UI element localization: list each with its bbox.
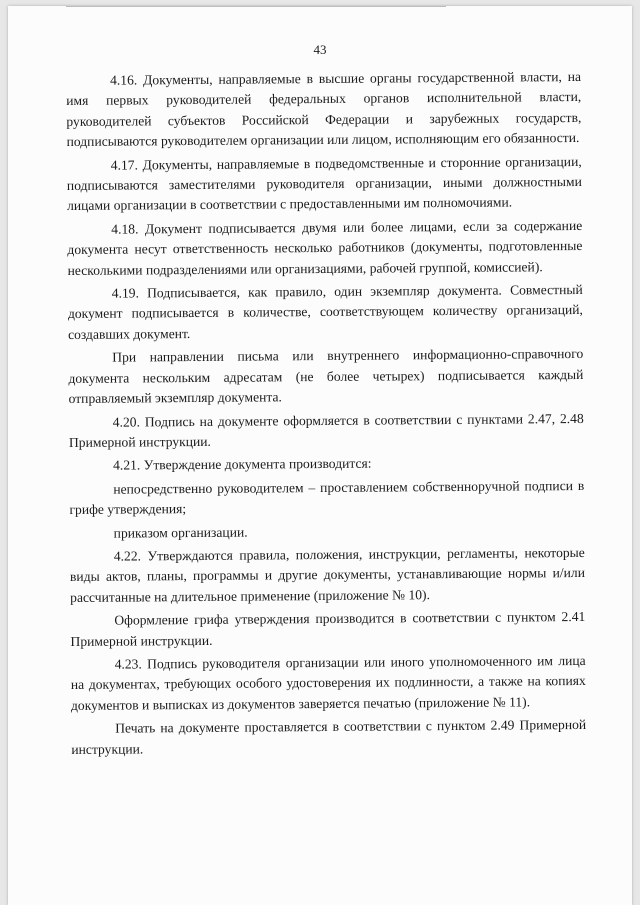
paragraph-approval-by-head: непосредственно руководителем – проставлением собственноручной подписи в грифе утверждения;: [69, 477, 585, 518]
paragraph-approval-by-order: приказом организации.: [113, 524, 248, 541]
paragraph-4-22: 4.22. Утверждаются правила, положения, инструкции, регламенты, некоторые виды актов, планы, программы и другие документы, устанавливающие нормы и/или рассчитанные на длительное применение (приложение № 10).: [69, 544, 586, 605]
paragraph-approval-stamp: Оформление грифа утверждения производится в соответствии с пунктом 2.41 Примерной инструкции.: [70, 609, 586, 649]
page-number: 43: [313, 42, 327, 57]
paragraph-4-20: 4.20. Подпись на документе оформляется в соответствии с пунктами 2.47, 2.48 Примерной инструкции.: [68, 410, 584, 450]
document-page: [8, 6, 632, 905]
scan-edge-line: [66, 6, 446, 7]
paragraph-4-18: 4.18. Документ подписывается двумя или более лицами, если за содержание документа несут ответственность несколько работников (документы, подготовленные несколькими подразделениями или организациями, рабочей группой, комиссией).: [67, 217, 583, 278]
paragraph-4-23: 4.23. Подпись руководителя организации или иного уполномоченного им лица на документах, требующих особого удостоверения их подлинности, а также на копиях документов и выписках из документов заверяется печатью (приложение № 11).: [70, 652, 586, 713]
paragraph-4-21: 4.21. Утверждение документа производится:: [113, 455, 372, 473]
document-body: [66, 67, 586, 760]
paragraph-4-17: 4.17. Документы, направляемые в подведомственные и сторонние организации, подписываются заместителями руководителя организации, иными должностными лицами организации в соответствии с предоставленными им полномочиями.: [66, 153, 582, 214]
paragraph-4-16: 4.16. Документы, направляемые в высшие органы государственной власти, на имя первых руководителей федеральных органов исполнительной власти, руководителей субъектов Российской Федерации и зарубежных государств, подписываются руководителем организации или лицом, исполняющим его обязанности.: [66, 68, 582, 150]
paragraph-4-19: 4.19. Подписывается, как правило, один экземпляр документа. Совместный документ подписывается в количестве, соответствующем количеству организаций, создавших документ.: [67, 282, 583, 342]
paragraph-seal: Печать на документе проставляется в соответствии с пунктом 2.49 Примерной инструкции.: [71, 717, 587, 757]
paragraph-multiple-addressees: При направлении письма или внутреннего информационно-справочного документа нескольким адресатам (не более четырех) подписывается каждый отправляемый экземпляр документа.: [68, 346, 584, 407]
